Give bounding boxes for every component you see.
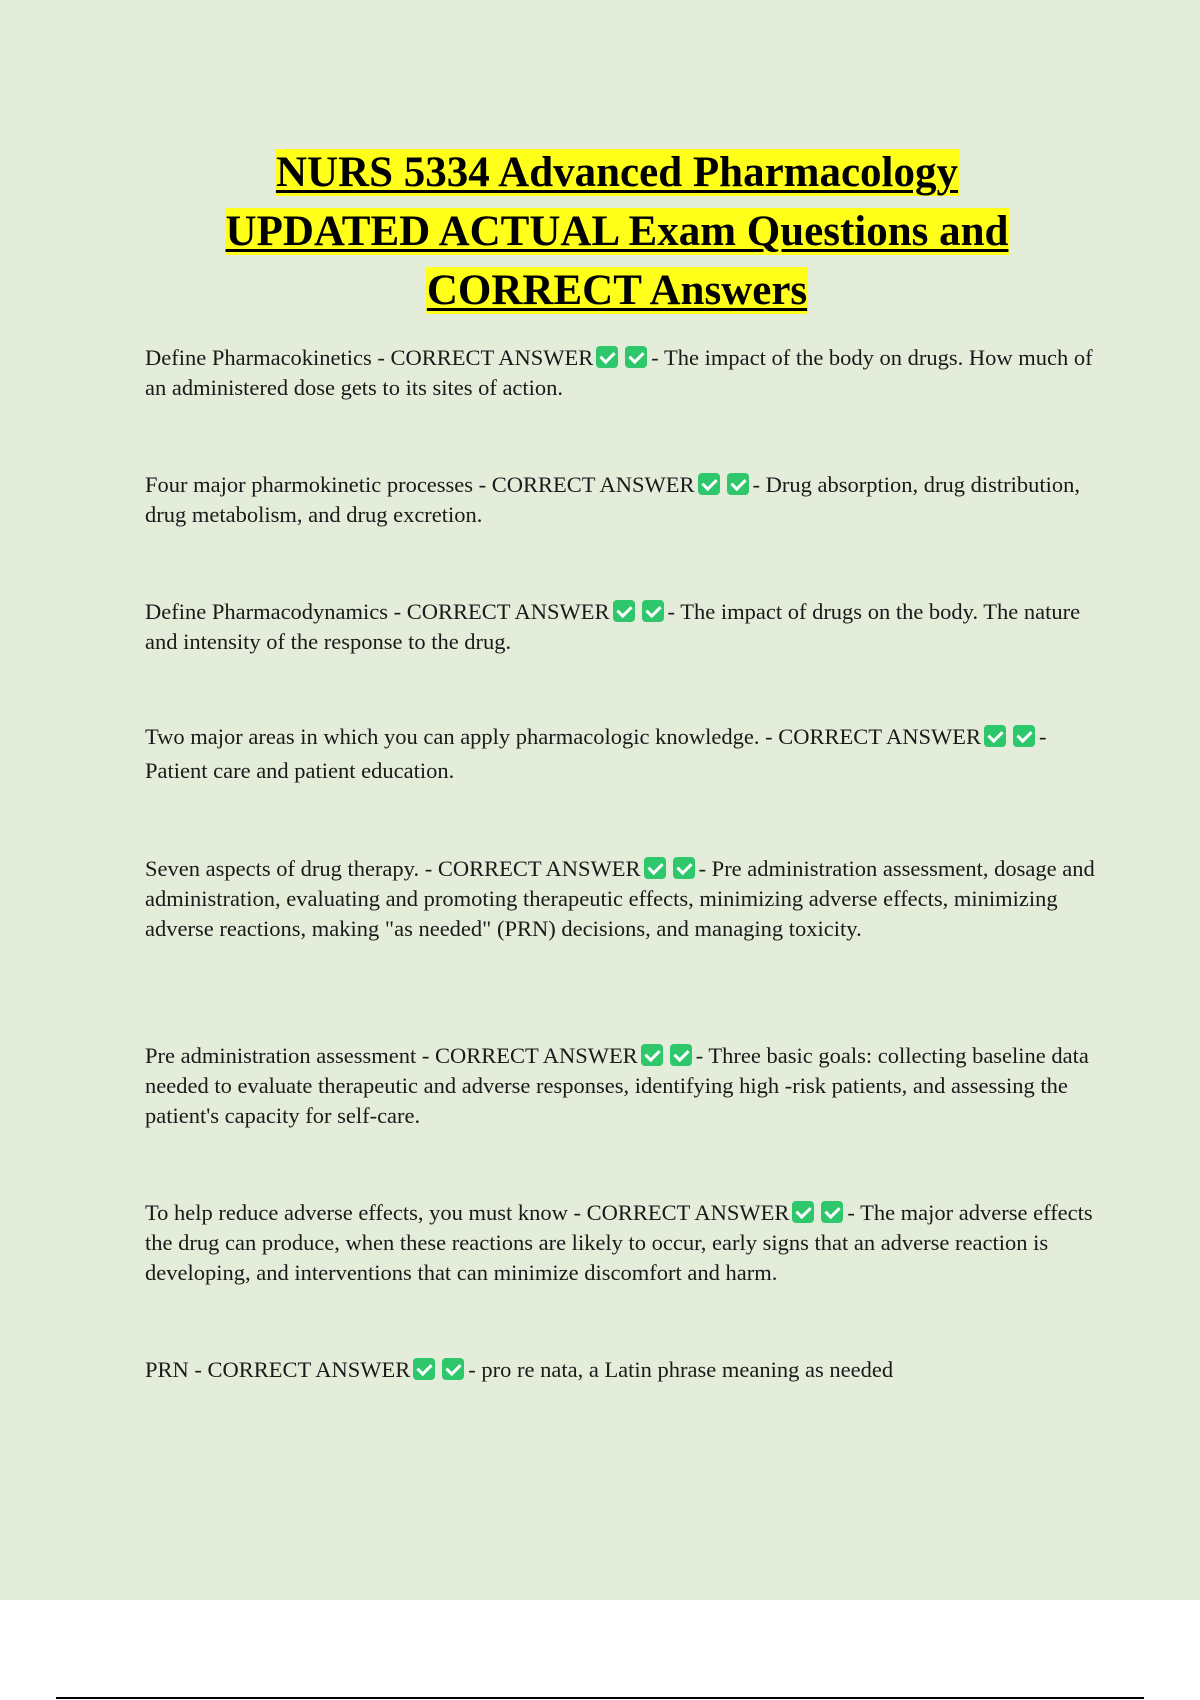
check-mark-box-icon (442, 1358, 464, 1380)
qa-question: Two major areas in which you can apply pharmacologic knowledge. - CORRECT ANSWER (145, 724, 981, 749)
qa-answer: - pro re nata, a Latin phrase meaning as needed (468, 1357, 894, 1382)
check-mark-box-icon (984, 725, 1006, 747)
qa-answer: - Patient care and patient education. (145, 724, 1047, 783)
check-mark-box-icon (821, 1201, 843, 1223)
document-title (100, 143, 1134, 320)
qa-item-drug-therapy-aspects (145, 854, 1095, 944)
qa-item-pharmacodynamics (145, 597, 1095, 657)
qa-question: PRN - CORRECT ANSWER (145, 1357, 411, 1382)
check-mark-box-icon (1013, 725, 1035, 747)
check-mark-box-icon (625, 346, 647, 368)
qa-item-reduce-adverse-effects (145, 1198, 1095, 1288)
check-mark-box-icon (698, 473, 720, 495)
check-mark-box-icon (613, 600, 635, 622)
title-line-2: UPDATED ACTUAL Exam Questions and (225, 208, 1009, 255)
title-line-1: NURS 5334 Advanced Pharmacology (275, 149, 959, 196)
check-mark-box-icon (413, 1358, 435, 1380)
qa-item-pharmacokinetics (145, 343, 1095, 403)
qa-item-prn (145, 1355, 1095, 1385)
check-mark-box-icon (727, 473, 749, 495)
qa-answer: - Drug absorption, drug distribution, drug metabolism, and drug excretion. (145, 472, 1081, 527)
qa-question: Seven aspects of drug therapy. - CORRECT ANSWER (145, 856, 641, 881)
qa-answer: - Pre administration assessment, dosage and administration, evaluating and promoting therapeutic effects, minimizing adverse effects, minimizing adverse reactions, making "as needed" (PRN) decisions, and managing toxicity. (145, 856, 1095, 941)
check-mark-box-icon (596, 346, 618, 368)
qa-answer: - The major adverse effects the drug can produce, when these reactions are likely to occur, early signs that an adverse reaction is developing, and interventions that can minimize discomfort and harm. (145, 1200, 1093, 1285)
check-mark-box-icon (641, 1044, 663, 1066)
qa-question: Define Pharmacodynamics - CORRECT ANSWER (145, 599, 610, 624)
qa-answer: - Three basic goals: collecting baseline data needed to evaluate therapeutic and adverse responses, identifying high -risk patients, and assessing the patient's capacity for self-care. (145, 1043, 1089, 1128)
qa-question: Define Pharmacokinetics - CORRECT ANSWER (145, 345, 594, 370)
check-mark-box-icon (644, 857, 666, 879)
qa-answer: - The impact of the body on drugs. How much of an administered dose gets to its sites of action. (145, 345, 1093, 400)
qa-question: To help reduce adverse effects, you must know - CORRECT ANSWER (145, 1200, 790, 1225)
title-line-3: CORRECT Answers (426, 267, 808, 314)
qa-item-apply-knowledge (145, 720, 1095, 788)
check-mark-box-icon (642, 600, 664, 622)
qa-question: Pre administration assessment - CORRECT ANSWER (145, 1043, 638, 1068)
qa-answer: - The impact of drugs on the body. The nature and intensity of the response to the drug. (145, 599, 1081, 654)
check-mark-box-icon (670, 1044, 692, 1066)
qa-question: Four major pharmokinetic processes - CORRECT ANSWER (145, 472, 695, 497)
qa-item-pre-administration-assessment (145, 1041, 1095, 1131)
check-mark-box-icon (792, 1201, 814, 1223)
footer-divider (56, 1697, 1144, 1699)
qa-item-pharmacokinetic-processes (145, 470, 1095, 530)
check-mark-box-icon (673, 857, 695, 879)
